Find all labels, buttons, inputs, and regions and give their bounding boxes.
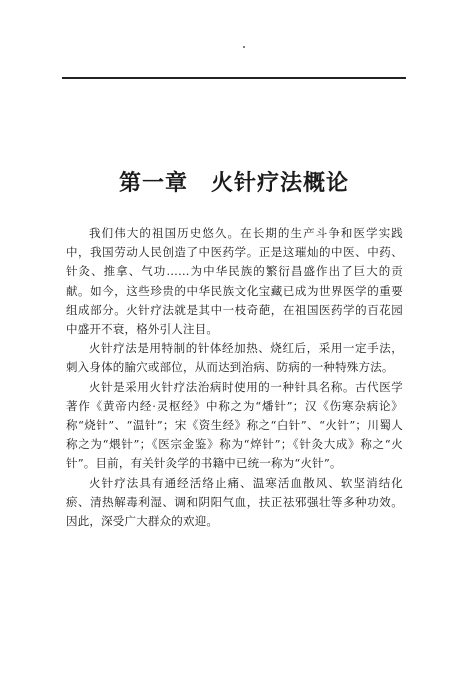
body-text	[66, 224, 403, 531]
paragraph-definition: 火针疗法是用特制的针体经加热、烧红后，采用一定手法，刺入身体的腧穴或部位，从而达到治病、防病的一种特殊方法。	[66, 341, 403, 375]
header-rule	[62, 77, 406, 79]
paragraph-names: 火针是采用火针疗法治病时使用的一种针具名称。古代医学著作《黄帝内经·灵枢经》中称之为“燔针”；汉《伤寒杂病论》称“烧针”、“温针”；宋《资生经》称之“白针”、“火针”；川蜀人称之为“煨针”；《医宗金鉴》称为“焠针”；《针灸大成》称之“火针”。目前，有关针灸学的书籍中已统一称为“火针”。	[66, 379, 403, 471]
page-speck	[243, 46, 245, 48]
chapter-title: 第一章 火针疗法概论	[118, 171, 349, 196]
paragraph-intro: 我们伟大的祖国历史悠久。在长期的生产斗争和医学实践中，我国劳动人民创造了中医药学。正是这璀灿的中医、中药、针灸、推拿、气功……为中华民族的繁衍昌盛作出了巨大的贡献。如今，这些珍贵的中华民族文化宝藏已成为世界医学的重要组成部分。火针疗法就是其中一枝奇葩，在祖国医药学的百花园中盛开不衰，格外引人注目。	[66, 226, 403, 337]
paragraph-effects: 火针疗法具有通经活络止痛、温寒活血散风、软坚消结化瘀、清热解毒利湿、调和阴阳气血，扶正祛邪强壮等多种功效。因此，深受广大群众的欢迎。	[66, 475, 403, 529]
